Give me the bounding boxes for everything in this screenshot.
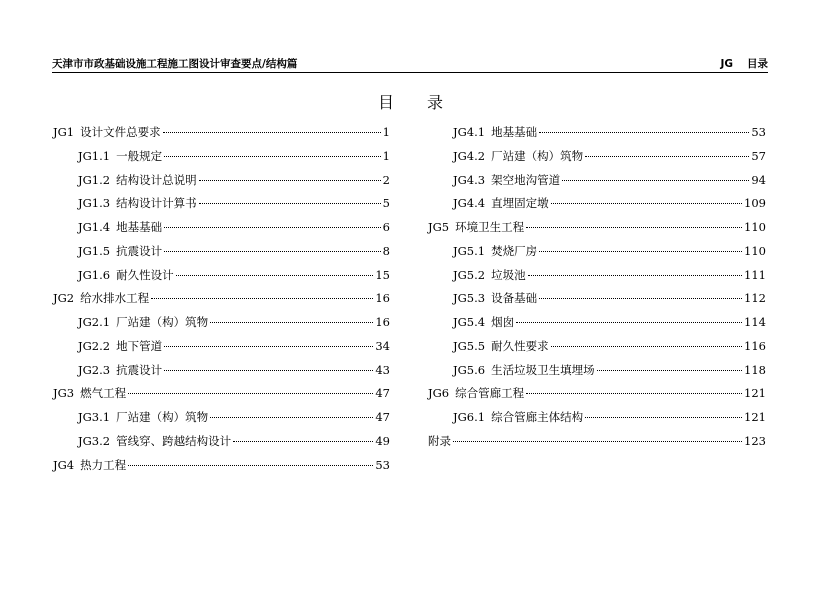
- toc-entry-page: 121: [744, 410, 766, 424]
- toc-entry-label: [453, 169, 560, 193]
- dot-leader: [128, 393, 373, 394]
- toc-entry-label: [453, 264, 526, 288]
- toc-entry[interactable]: [53, 264, 390, 288]
- toc-left-column: [53, 121, 390, 477]
- toc-entry-title: 热力工程: [80, 457, 127, 472]
- toc-entry-page: 57: [751, 148, 766, 163]
- dot-leader: [199, 203, 381, 204]
- dot-leader: [164, 346, 373, 347]
- toc-entry-label: [53, 287, 149, 311]
- toc-entry[interactable]: [428, 169, 766, 193]
- toc-entry[interactable]: [428, 359, 766, 383]
- toc-entry-page: 53: [751, 125, 766, 139]
- toc-title: 目 录: [377, 93, 458, 112]
- dot-leader: [528, 275, 742, 276]
- toc-entry[interactable]: [53, 192, 390, 216]
- toc-entry-page: 110: [744, 243, 766, 258]
- toc-entry-label: [53, 454, 126, 478]
- toc-entry-title: 结构设计计算书: [116, 196, 197, 211]
- toc-entry-label: [453, 240, 537, 264]
- toc-entry[interactable]: [53, 145, 390, 169]
- toc-entry[interactable]: [428, 335, 766, 359]
- toc-entry-label: [78, 264, 174, 288]
- toc-entry-label: [428, 430, 451, 454]
- toc-entry-title: 架空地沟管道: [491, 172, 561, 187]
- toc-entry-page: 47: [375, 410, 390, 424]
- toc-entry-page: 16: [375, 291, 390, 306]
- toc-entry-label: [78, 240, 162, 264]
- toc-entry[interactable]: [428, 192, 766, 216]
- toc-entry-page: 118: [744, 362, 766, 377]
- toc-entry-page: 111: [744, 267, 766, 282]
- toc-entry-label: [428, 382, 524, 406]
- toc-entry[interactable]: [53, 216, 390, 240]
- toc-entry-page: 49: [375, 433, 390, 448]
- toc-entry-label: [453, 192, 549, 216]
- toc-entry-page: 5: [382, 196, 390, 211]
- toc-entry-code: JG1.2: [78, 172, 111, 187]
- toc-entry-title: 燃气工程: [80, 386, 127, 401]
- toc-entry-label: [53, 121, 161, 145]
- dot-leader: [526, 393, 742, 394]
- dot-leader: [151, 298, 373, 299]
- dot-leader: [210, 322, 373, 323]
- toc-entry-code: JG5.3: [453, 291, 486, 306]
- toc-entry-title: 焚烧厂房: [491, 243, 538, 258]
- dot-leader: [176, 275, 374, 276]
- toc-entry-label: [453, 311, 514, 335]
- toc-entry-label: [453, 287, 537, 311]
- toc-entry-code: JG2.1: [78, 315, 111, 329]
- toc-entry[interactable]: [428, 216, 766, 240]
- toc-entry-title: 给水排水工程: [80, 291, 150, 306]
- dot-leader: [453, 441, 742, 442]
- toc-entry-code: JG1.5: [78, 243, 111, 258]
- toc-entry-label: [453, 335, 549, 359]
- toc-entry-code: JG5.6: [453, 362, 486, 377]
- toc-entry-code: JG2.3: [78, 362, 111, 377]
- toc-entry-code: JG1.3: [78, 196, 111, 211]
- toc-entry-label: [78, 311, 208, 335]
- toc-entry[interactable]: [53, 335, 390, 359]
- toc-entry-label: [78, 192, 197, 216]
- section-code: JG: [720, 58, 733, 70]
- toc-entry-code: JG4.3: [453, 172, 486, 187]
- toc-entry-code: JG3.1: [78, 410, 111, 424]
- toc-entry-code: JG5.1: [453, 243, 486, 258]
- toc-entry-code: JG2: [53, 291, 75, 306]
- toc-entry[interactable]: [428, 382, 766, 406]
- dot-leader: [163, 132, 381, 133]
- toc-right-column: [428, 121, 766, 454]
- toc-entry-title: 抗震设计: [116, 362, 163, 377]
- toc-entry-page: 116: [744, 338, 766, 353]
- toc-entry-label: [78, 335, 162, 359]
- toc-entry-page: 43: [375, 362, 390, 377]
- toc-entry-title: 抗震设计: [116, 243, 163, 258]
- toc-entry-title: 结构设计总说明: [116, 172, 197, 187]
- toc-entry-title: 综合管廊主体结构: [491, 410, 584, 424]
- toc-entry-page: 112: [744, 291, 766, 306]
- toc-entry-code: JG5.5: [453, 338, 486, 353]
- toc-entry-page: 8: [382, 243, 390, 258]
- dot-leader: [128, 465, 373, 466]
- toc-entry-page: 94: [751, 172, 766, 187]
- toc-entry-code: JG1.6: [78, 267, 111, 282]
- dot-leader: [164, 251, 381, 252]
- toc-entry-code: JG3: [53, 386, 75, 401]
- toc-entry-label: [453, 359, 595, 383]
- toc-entry-code: JG1: [53, 125, 75, 139]
- toc-entry-label: [78, 145, 162, 169]
- dot-leader: [585, 156, 749, 157]
- toc-entry[interactable]: [428, 430, 766, 454]
- toc-entry[interactable]: [53, 311, 390, 335]
- toc-entry-title: 综合管廊工程: [455, 386, 525, 401]
- dot-leader: [164, 227, 381, 228]
- dot-leader: [597, 370, 742, 371]
- toc-entry-title: 直埋固定墩: [491, 196, 549, 211]
- dot-leader: [526, 227, 742, 228]
- toc-entry-title: 地基基础: [116, 220, 163, 234]
- dot-leader: [210, 417, 373, 418]
- dot-leader: [164, 156, 381, 157]
- toc-entry-page: 47: [375, 386, 390, 401]
- dot-leader: [585, 417, 742, 418]
- page-header: [52, 56, 768, 73]
- dot-leader: [551, 203, 742, 204]
- toc-entry-page: 121: [744, 386, 766, 401]
- toc-entry[interactable]: [428, 264, 766, 288]
- toc-entry-code: JG4.1: [453, 125, 486, 139]
- toc-entry-title: 垃圾池: [491, 267, 526, 282]
- toc-entry[interactable]: [53, 121, 390, 145]
- toc-entry-title: 地基基础: [491, 125, 538, 139]
- dot-leader: [539, 251, 742, 252]
- dot-leader: [516, 322, 742, 323]
- toc-entry-page: 110: [744, 220, 766, 234]
- toc-entry-code: JG4.2: [453, 148, 486, 163]
- toc-entry-title: 厂站建（构）筑物: [491, 148, 584, 163]
- toc-entry-title: 设计文件总要求: [80, 125, 161, 139]
- toc-entry-code: JG6.1: [453, 410, 486, 424]
- toc-entry-code: JG5.2: [453, 267, 486, 282]
- toc-entry-label: [453, 121, 537, 145]
- toc-entry-code: JG1.4: [78, 220, 111, 234]
- toc-entry-title: 附录: [428, 433, 451, 448]
- toc-entry[interactable]: [428, 240, 766, 264]
- toc-entry-title: 耐久性设计: [116, 267, 174, 282]
- toc-entry-page: 1: [382, 125, 390, 139]
- toc-entry[interactable]: [53, 454, 390, 478]
- toc-entry[interactable]: [53, 287, 390, 311]
- toc-entry-label: [78, 359, 162, 383]
- toc-entry-label: [453, 406, 583, 430]
- toc-entry-title: 耐久性要求: [491, 338, 549, 353]
- toc-entry-label: [78, 169, 197, 193]
- toc-entry-title: 生活垃圾卫生填埋场: [491, 362, 595, 377]
- toc-entry-page: 6: [382, 220, 390, 234]
- toc-entry-code: JG4: [53, 457, 75, 472]
- toc-entry-title: 环境卫生工程: [455, 220, 525, 234]
- toc-entry-title: 厂站建（构）筑物: [116, 410, 209, 424]
- toc-entry[interactable]: [53, 240, 390, 264]
- toc-entry-label: [78, 406, 208, 430]
- toc-entry-title: 设备基础: [491, 291, 538, 306]
- dot-leader: [562, 180, 749, 181]
- dot-leader: [539, 298, 742, 299]
- toc-entry-page: 34: [375, 338, 390, 353]
- toc-entry-page: 16: [375, 315, 390, 329]
- toc-entry-title: 管线穿、跨越结构设计: [116, 433, 232, 448]
- toc-entry-label: [453, 145, 583, 169]
- toc-entry[interactable]: [53, 430, 390, 454]
- section-name: 目录: [747, 58, 768, 70]
- toc-entry[interactable]: [428, 287, 766, 311]
- toc-entry-code: JG4.4: [453, 196, 486, 211]
- toc-entry-title: 地下管道: [116, 338, 163, 353]
- toc-entry[interactable]: [53, 359, 390, 383]
- toc-entry-label: [428, 216, 524, 240]
- toc-entry-page: 2: [382, 172, 390, 187]
- toc-entry-title: 厂站建（构）筑物: [116, 315, 209, 329]
- toc-entry-code: JG1.1: [78, 148, 111, 163]
- dot-leader: [551, 346, 742, 347]
- toc-entry-code: JG2.2: [78, 338, 111, 353]
- toc-entry-page: 109: [744, 196, 766, 211]
- toc-entry-code: JG6: [428, 386, 450, 401]
- toc-entry[interactable]: [428, 121, 766, 145]
- toc-entry-page: 1: [382, 148, 390, 163]
- toc-entry-label: [53, 382, 126, 406]
- toc-entry-code: JG3.2: [78, 433, 111, 448]
- toc-entry[interactable]: [53, 406, 390, 430]
- toc-entry-code: JG5: [428, 220, 450, 234]
- toc-entry-page: 53: [375, 457, 390, 472]
- toc-entry-page: 15: [375, 267, 390, 282]
- toc-entry-page: 123: [744, 433, 766, 448]
- toc-entry-page: 114: [744, 315, 766, 329]
- section-indicator: [720, 56, 768, 71]
- toc-entry-label: [78, 430, 231, 454]
- toc-entry[interactable]: [428, 406, 766, 430]
- toc-entry[interactable]: [53, 169, 390, 193]
- dot-leader: [233, 441, 373, 442]
- toc-entry-code: JG5.4: [453, 315, 486, 329]
- toc-entry-label: [78, 216, 162, 240]
- toc-entry[interactable]: [428, 311, 766, 335]
- toc-entry-title: 一般规定: [116, 148, 163, 163]
- dot-leader: [539, 132, 749, 133]
- dot-leader: [199, 180, 381, 181]
- toc-entry[interactable]: [53, 382, 390, 406]
- toc-entry[interactable]: [428, 145, 766, 169]
- document-title: 天津市市政基础设施工程施工图设计审查要点/结构篇: [52, 58, 298, 70]
- dot-leader: [164, 370, 373, 371]
- toc-entry-title: 烟囱: [491, 315, 515, 329]
